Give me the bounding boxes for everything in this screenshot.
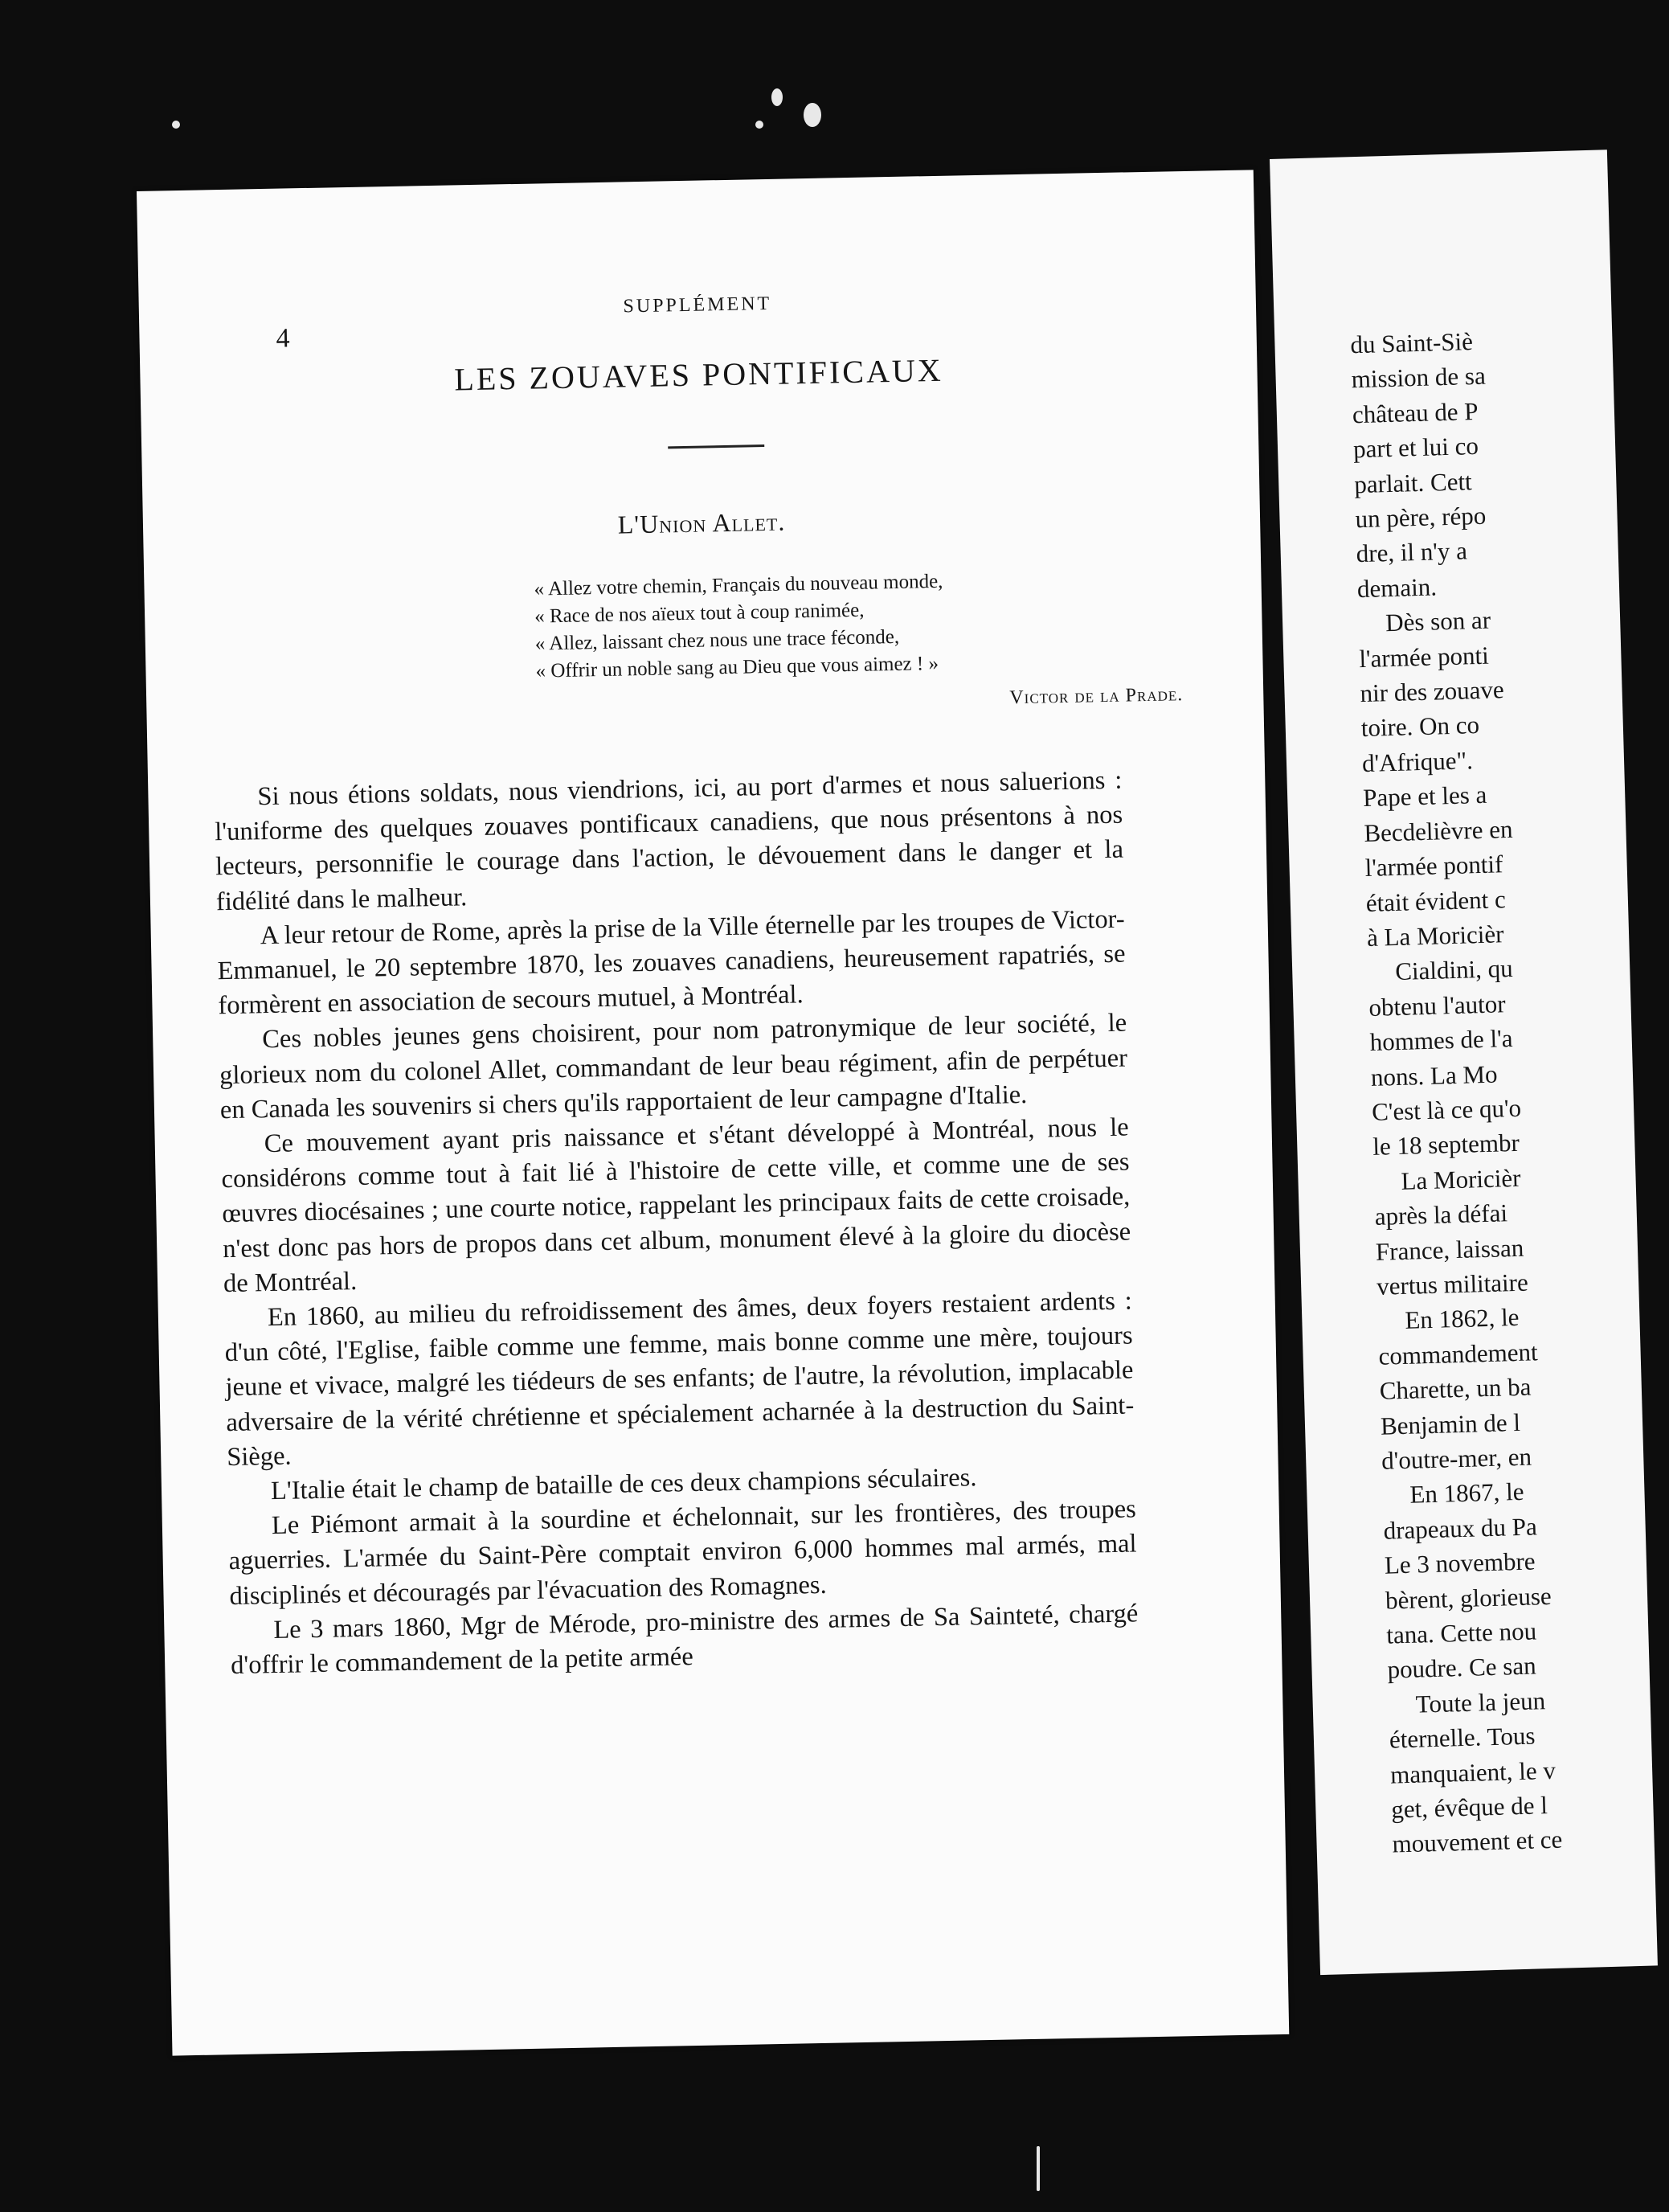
right-page-line: Cialdini, qu (1394, 954, 1514, 986)
epigraph-attribution: Victor de la Prade. (1009, 684, 1184, 709)
right-page-line: mouvement et ce (1392, 1825, 1563, 1859)
right-page-line: château de P (1352, 396, 1479, 429)
right-page-line: d'Afrique". (1361, 746, 1474, 777)
right-page-line: d'outre-mer, en (1381, 1442, 1532, 1475)
right-page-line: C'est là ce qu'o (1371, 1093, 1522, 1126)
article-title: LES ZOUAVES PONTIFICAUX (453, 351, 944, 398)
film-speck (771, 88, 783, 106)
right-page-line: éternelle. Tous (1389, 1721, 1536, 1754)
right-page-line: nons. La Mo (1370, 1059, 1498, 1092)
title-rule (668, 444, 764, 449)
right-page-line: était évident c (1365, 884, 1507, 917)
right-page-line: toire. On co (1360, 711, 1480, 743)
epigraph-line: « Race de nos aïeux tout à coup ranimée, (534, 599, 865, 628)
right-page-line: part et lui co (1352, 432, 1479, 464)
right-page-line: France, laissan (1375, 1233, 1524, 1266)
paragraph: L'Italie était le champ de bataille de ces deux champions séculaires. (270, 1463, 977, 1506)
right-page-line: commandement (1378, 1337, 1539, 1370)
left-page (137, 170, 1289, 2055)
right-page-line: vertus militaire (1376, 1268, 1529, 1301)
film-speck (804, 103, 821, 127)
paragraph: Ces nobles jeunes gens choisirent, pour nom patronymique de leur société, le glorieux nom du colonel Allet, commandant de leur beau régiment, afin de perpétuer en Canada les souvenirs si chers qu'ils rapportaient de leur campagne d'Italie. (219, 1008, 1128, 1125)
right-page-line: Becdelièvre en (1363, 814, 1513, 847)
right-page-line: Benjamin de l (1380, 1407, 1521, 1440)
paragraph: Si nous étions soldats, nous viendrions, ici, au port d'armes et nous saluerions : l'uniforme des quelques zouaves pontificaux canadiens, que nous présentons à nos lecteurs, personnifie le courage dans l'action, le dévouement dans le danger et la fidélité dans le malheur. (214, 765, 1124, 916)
right-page-line: le 18 septembr (1372, 1129, 1520, 1161)
paragraph: Le Piémont armait à la sourdine et échelonnait, sur les frontières, des troupes aguerries. L'armée du Saint-Père comptait environ 6,000 hommes mal armés, mal disciplinés et découragés par l'évacuation des Romagnes. (228, 1494, 1137, 1611)
right-page-line: dre, il n'y a (1356, 536, 1468, 568)
epigraph-line: « Offrir un noble sang au Dieu que vous aimez ! » (535, 652, 939, 682)
right-page-line: drapeaux du Pa (1383, 1512, 1538, 1545)
right-page-line: Toute la jeun (1415, 1686, 1546, 1718)
right-page-line: après la défai (1374, 1198, 1508, 1231)
film-speck (755, 121, 763, 129)
right-page-line: l'armée pontif (1364, 850, 1503, 883)
right-page-line: Pape et les a (1362, 780, 1487, 813)
right-page-line: un père, répo (1355, 501, 1487, 534)
film-speck (1037, 2146, 1040, 2191)
paragraph: En 1860, au milieu du refroidissement des âmes, deux foyers restaient ardents : d'un côté, l'Eglise, faible comme une femme, mais bonne comme une mère, toujours jeune et vivace, malgré les tiédeurs de ses enfants; de l'autre, la révolution, implacable adversaire de la vérité chrétienne et spécialement acharnée à la destruction du Saint-Siège. (224, 1286, 1135, 1472)
right-page-line: tana. Cette nou (1385, 1616, 1537, 1649)
right-page-line: bèrent, glorieuse (1385, 1581, 1552, 1615)
right-page-line: La Moricièr (1401, 1163, 1521, 1195)
running-head: SUPPLÉMENT (623, 293, 772, 317)
right-page-line: En 1867, le (1409, 1477, 1524, 1509)
epigraph (534, 564, 1146, 686)
right-page-line: demain. (1356, 572, 1438, 604)
paragraph: Ce mouvement ayant pris naissance et s'étant développé à Montréal, nous le considérons comme tout à fait lié à l'histoire de cette ville, et comme une de ses œuvres diocésaines ; une courte notice, rappelant les principaux faits de cette croisade, n'est donc pas hors de propos dans cet album, monument élevé à la gloire du diocèse de Montréal. (221, 1112, 1131, 1299)
right-page-line: l'armée ponti (1358, 641, 1490, 673)
right-page-line: mission de sa (1351, 362, 1487, 394)
right-page (1270, 150, 1658, 1975)
right-page-line: hommes de l'a (1369, 1024, 1513, 1057)
right-page-line: poudre. Ce san (1387, 1651, 1537, 1685)
right-page-line: nir des zouave (1360, 675, 1505, 708)
right-page-line: à La Moricièr (1366, 920, 1504, 952)
right-page-text (1350, 320, 1666, 1862)
epigraph-line: « Allez votre chemin, Français du nouveau monde, (534, 570, 943, 600)
right-page-line: parlait. Cett (1353, 466, 1473, 498)
paragraph: A leur retour de Rome, après la prise de la Ville éternelle par les troupes de Victor-Emmanuel, le 20 septembre 1870, les zouaves canadiens, heureusement rapatriés, se formèrent en association de secours mutuel, à Montréal. (217, 904, 1126, 1021)
right-page-line: Charette, un ba (1379, 1372, 1532, 1405)
right-page-line: Le 3 novembre (1384, 1546, 1536, 1579)
paragraph: Le 3 mars 1860, Mgr de Mérode, pro-ministre des armes de Sa Sainteté, chargé d'offrir le commandement de la petite armée (230, 1599, 1139, 1681)
body-text (214, 764, 1139, 1684)
right-page-line: manquaient, le v (1389, 1755, 1557, 1789)
right-page-line: Dès son ar (1385, 605, 1491, 637)
right-page-line: obtenu l'autor (1368, 989, 1506, 1022)
epigraph-line: « Allez, laissant chez nous une trace féconde, (534, 625, 900, 655)
page-number: 4 (276, 323, 290, 354)
section-title: L'Union Allet. (617, 506, 786, 539)
film-speck (172, 121, 180, 129)
right-page-line: En 1862, le (1404, 1303, 1520, 1335)
right-page-line: get, évêque de l (1390, 1791, 1548, 1824)
right-page-line: du Saint-Siè (1349, 327, 1474, 359)
